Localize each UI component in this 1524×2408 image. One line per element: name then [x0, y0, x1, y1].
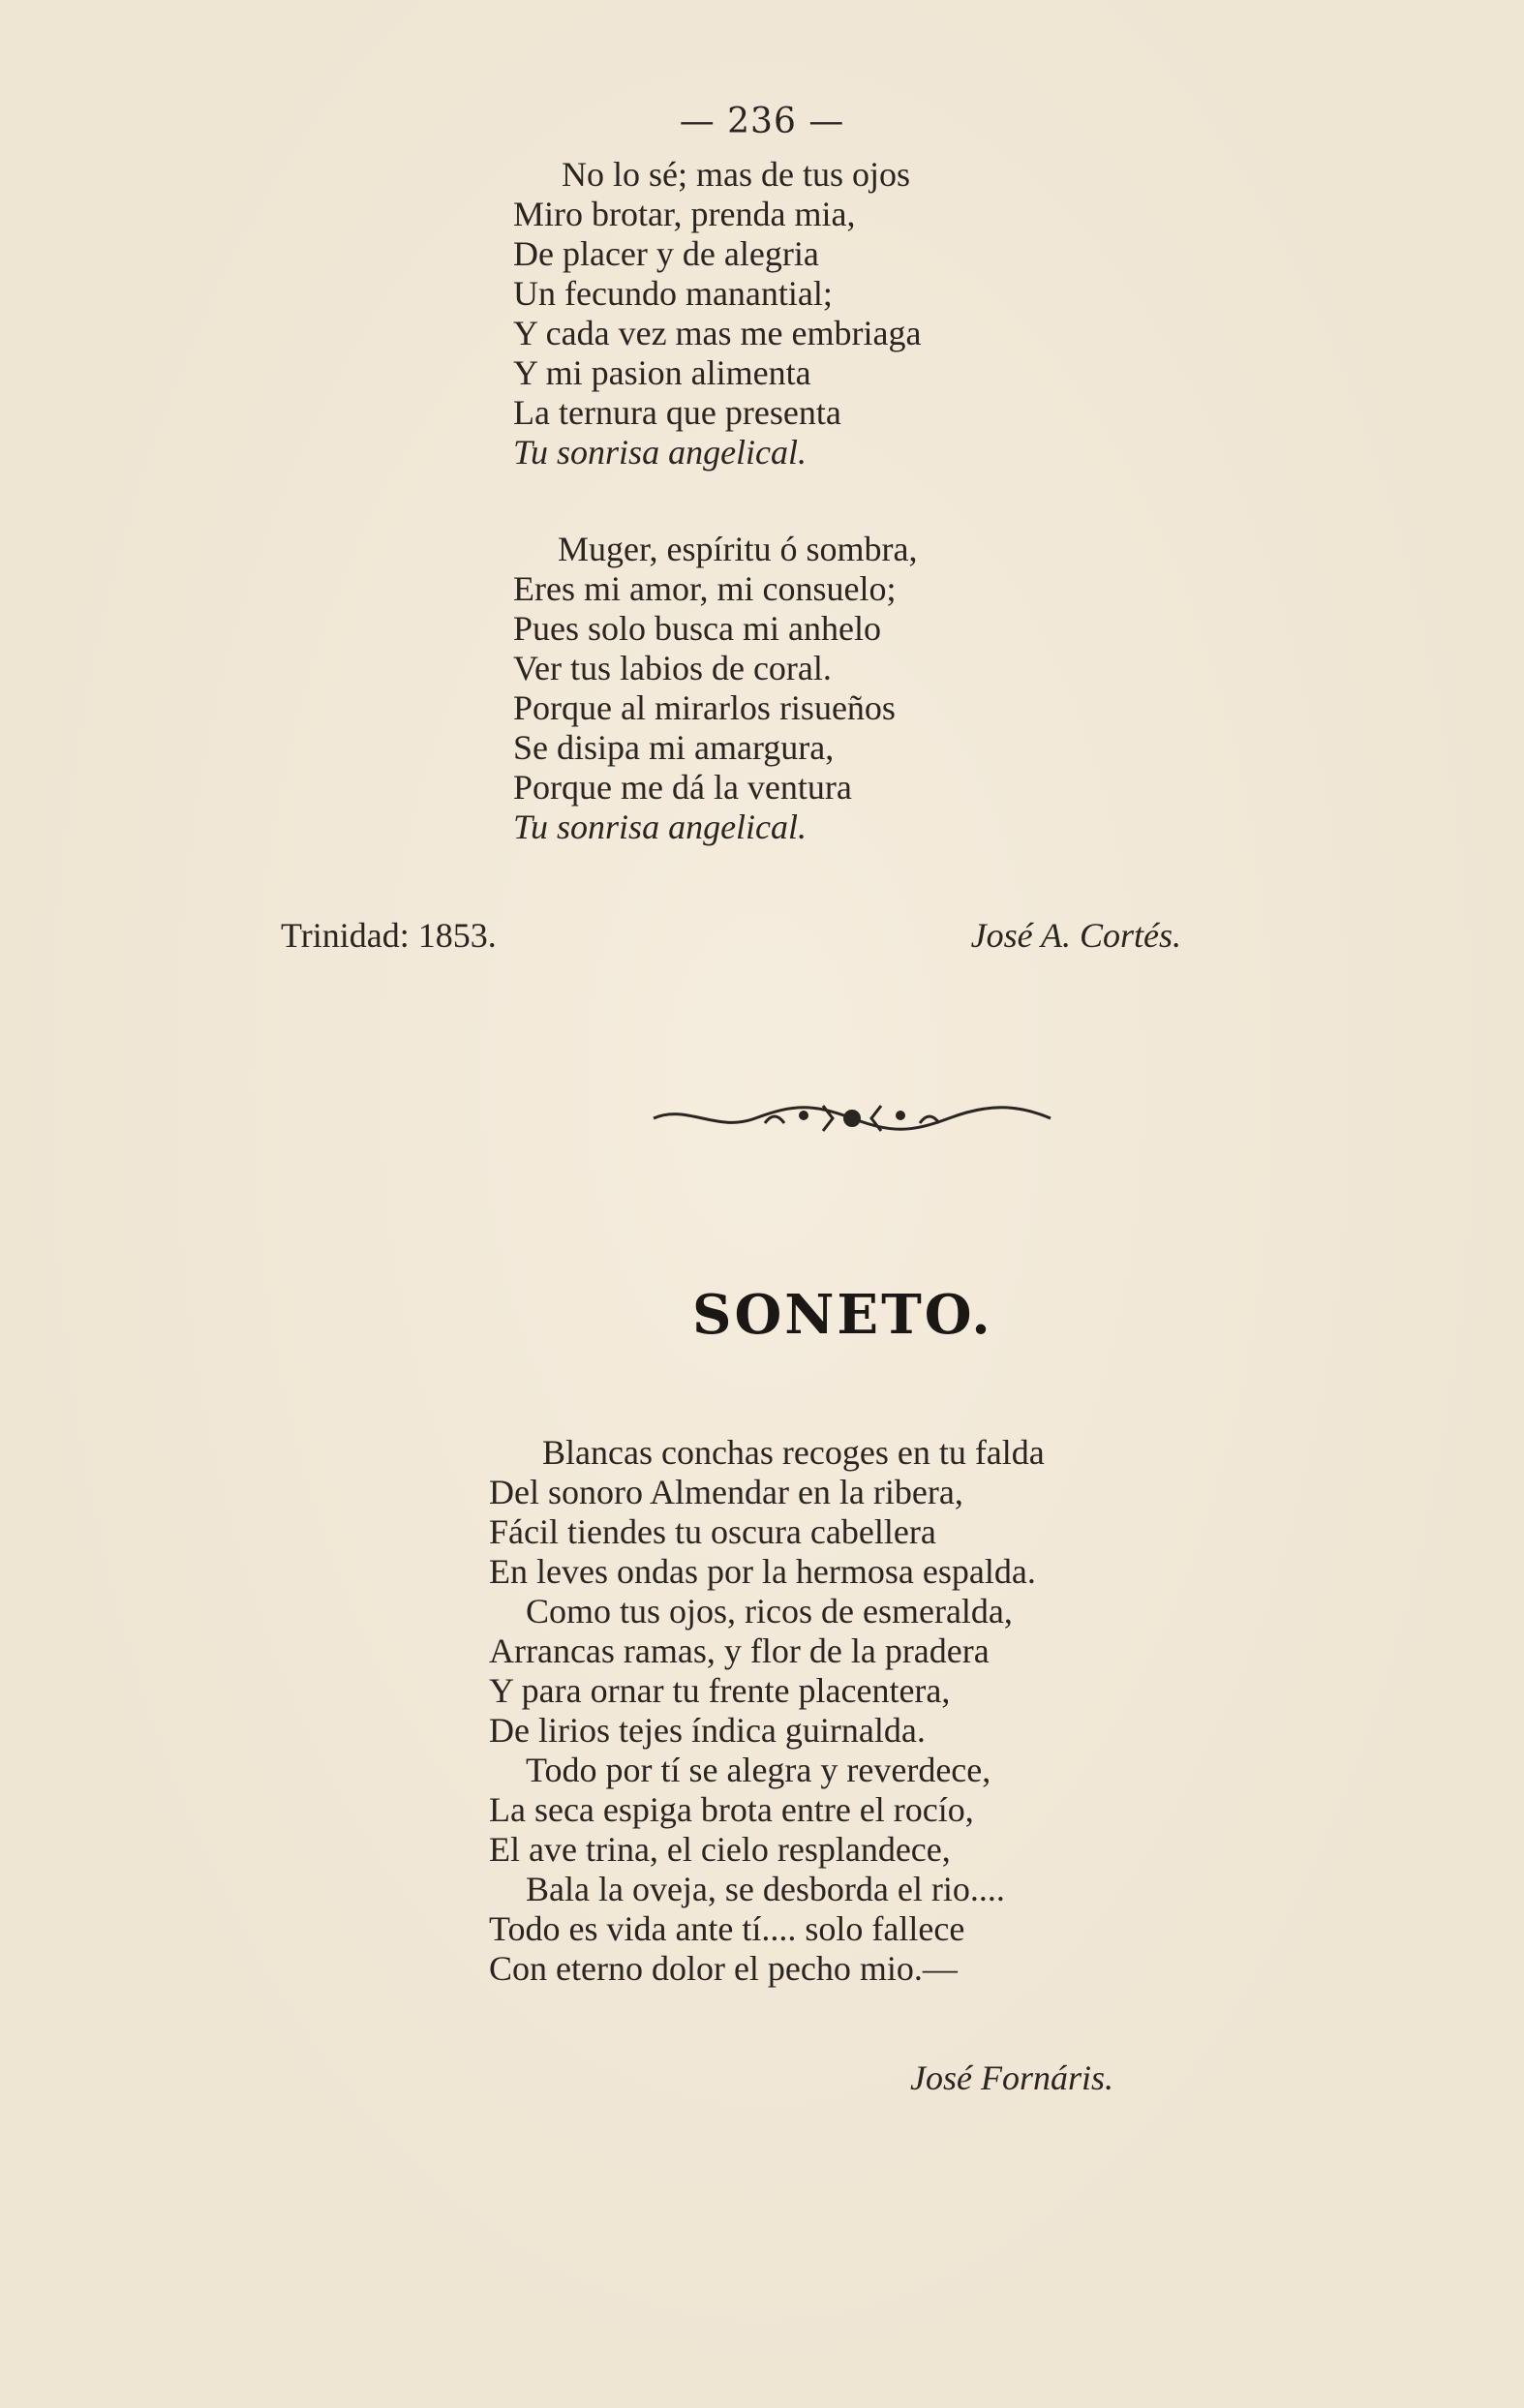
- sonnet-author: José Fornáris.: [910, 2058, 1113, 2097]
- verse-line: En leves ondas por la hermosa espalda.: [489, 1552, 1036, 1591]
- verse-line: Ver tus labios de coral.: [513, 649, 832, 687]
- verse-line: No lo sé; mas de tus ojos: [562, 155, 910, 194]
- verse-line: El ave trina, el cielo resplandece,: [489, 1830, 951, 1869]
- poem-stanza-2: [513, 530, 918, 847]
- verse-line: Fácil tiendes tu oscura cabellera: [489, 1512, 936, 1551]
- verse-line: Pues solo busca mi anhelo: [513, 609, 881, 648]
- verse-line: Porque me dá la ventura: [513, 768, 852, 807]
- verse-line: Un fecundo manantial;: [513, 274, 833, 313]
- verse-line: Arrancas ramas, y flor de la pradera: [489, 1631, 990, 1670]
- verse-line: Y mi pasion alimenta: [513, 353, 811, 392]
- verse-line: Se disipa mi amargura,: [513, 728, 835, 767]
- verse-line: La seca espiga brota entre el rocío,: [489, 1790, 974, 1829]
- verse-line: Todo por tí se alegra y reverdece,: [526, 1751, 991, 1789]
- place-date: Trinidad: 1853.: [281, 916, 497, 955]
- verse-line: Y cada vez mas me embriaga: [513, 314, 922, 352]
- verse-refrain: Tu sonrisa angelical.: [513, 433, 808, 472]
- poem-author: José A. Cortés.: [970, 916, 1181, 955]
- verse-line: Muger, espíritu ó sombra,: [558, 530, 918, 568]
- verse-line: Con eterno dolor el pecho mio.—: [489, 1949, 958, 1988]
- poem-signature-line: [281, 915, 1181, 956]
- verse-line: Del sonoro Almendar en la ribera,: [489, 1473, 963, 1511]
- sonnet-body: [489, 1433, 1045, 1989]
- verse-line: Bala la oveja, se desborda el rio....: [526, 1870, 1005, 1908]
- poem-stanza-1: [513, 155, 921, 472]
- verse-line: Porque al mirarlos risueños: [513, 688, 896, 727]
- verse-refrain: Tu sonrisa angelical.: [513, 808, 808, 846]
- verse-line: Blancas conchas recoges en tu falda: [542, 1433, 1045, 1472]
- section-title: SONETO.: [692, 1283, 993, 1347]
- verse-line: De placer y de alegria: [513, 234, 819, 273]
- decorative-divider-icon: [649, 1094, 1055, 1143]
- page-number: — 236 —: [679, 102, 845, 141]
- verse-line: Eres mi amor, mi consuelo;: [513, 569, 897, 608]
- verse-line: Todo es vida ante tí.... solo fallece: [489, 1909, 965, 1948]
- verse-line: La ternura que presenta: [513, 393, 841, 432]
- verse-line: Miro brotar, prenda mia,: [513, 195, 856, 233]
- verse-line: Como tus ojos, ricos de esmeralda,: [526, 1592, 1013, 1631]
- verse-line: Y para ornar tu frente placentera,: [489, 1671, 951, 1710]
- verse-line: De lirios tejes índica guirnalda.: [489, 1711, 926, 1750]
